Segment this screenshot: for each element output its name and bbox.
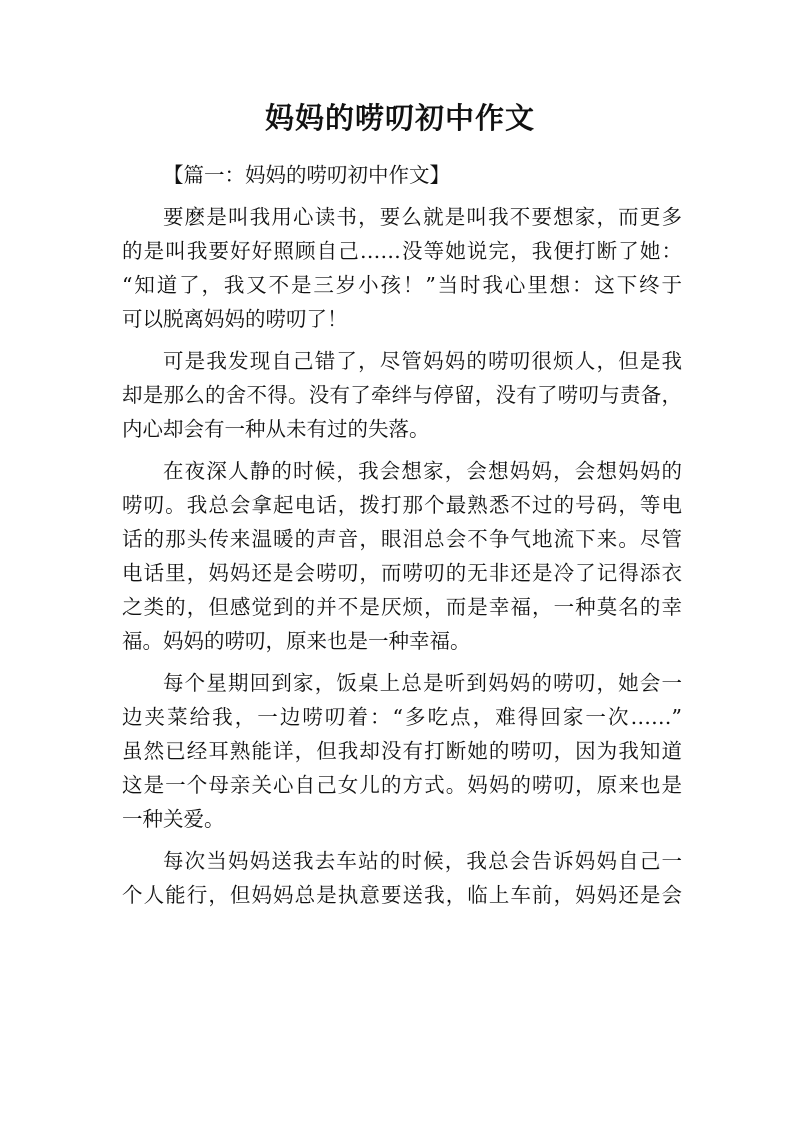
paragraph-line: 之类的，但感觉到的并不是厌烦，而是幸福，一种莫名的幸	[122, 595, 682, 619]
paragraph-line: 电话里，妈妈还是会唠叨，而唠叨的无非还是冷了记得添衣	[122, 561, 682, 585]
paragraph-line: 边夹菜给我，一边唠叨着：“多吃点，难得回家一次……”	[122, 705, 682, 729]
paragraph-line: 每个星期回到家，饭桌上总是听到妈妈的唠叨，她会一	[163, 671, 682, 695]
paragraph	[122, 844, 682, 912]
paragraph-line: 话的那头传来温暖的声音，眼泪总会不争气地流下来。尽管	[122, 527, 682, 551]
paragraph-line: “知道了，我又不是三岁小孩！”当时我心里想：这下终于	[122, 273, 682, 297]
paragraph	[122, 666, 682, 836]
paragraph-line: 虽然已经耳熟能详，但我却没有打断她的唠叨，因为我知道	[122, 739, 682, 763]
paragraph-line: 可以脱离妈妈的唠叨了！	[122, 307, 348, 331]
paragraph-line: 每次当妈妈送我去车站的时候，我总会告诉妈妈自己一	[163, 849, 682, 873]
paragraph-line: 可是我发现自己错了，尽管妈妈的唠叨很烦人，但是我	[163, 349, 682, 373]
paragraph-line: 一种关爱。	[122, 807, 225, 831]
paragraph-line: 却是那么的舍不得。没有了牵绊与停留，没有了唠叨与责备，	[122, 383, 682, 407]
document-title: 妈妈的唠叨初中作文	[264, 101, 535, 135]
paragraph-line: 唠叨。我总会拿起电话，拨打那个最熟悉不过的号码，等电	[122, 493, 682, 517]
paragraph-line: 内心却会有一种从未有过的失落。	[122, 417, 430, 441]
paragraph	[122, 454, 682, 658]
paragraph-line: 在夜深人静的时候，我会想家，会想妈妈，会想妈妈的	[163, 459, 682, 483]
paragraph	[122, 344, 682, 446]
paragraph-line: 福。妈妈的唠叨，原来也是一种幸福。	[122, 629, 471, 653]
paragraph-line: 要麽是叫我用心读书，要么就是叫我不要想家，而更多	[163, 205, 682, 229]
paragraph-line: 这是一个母亲关心自己女儿的方式。妈妈的唠叨，原来也是	[122, 773, 682, 797]
paragraph-line: 的是叫我要好好照顾自己……没等她说完，我便打断了她：	[122, 239, 682, 263]
paragraph	[122, 200, 682, 336]
paragraph-line: 个人能行，但妈妈总是执意要送我，临上车前，妈妈还是会	[122, 883, 682, 907]
section-heading: 【篇一：妈妈的唠叨初中作文】	[163, 163, 450, 187]
document-body	[122, 158, 682, 912]
